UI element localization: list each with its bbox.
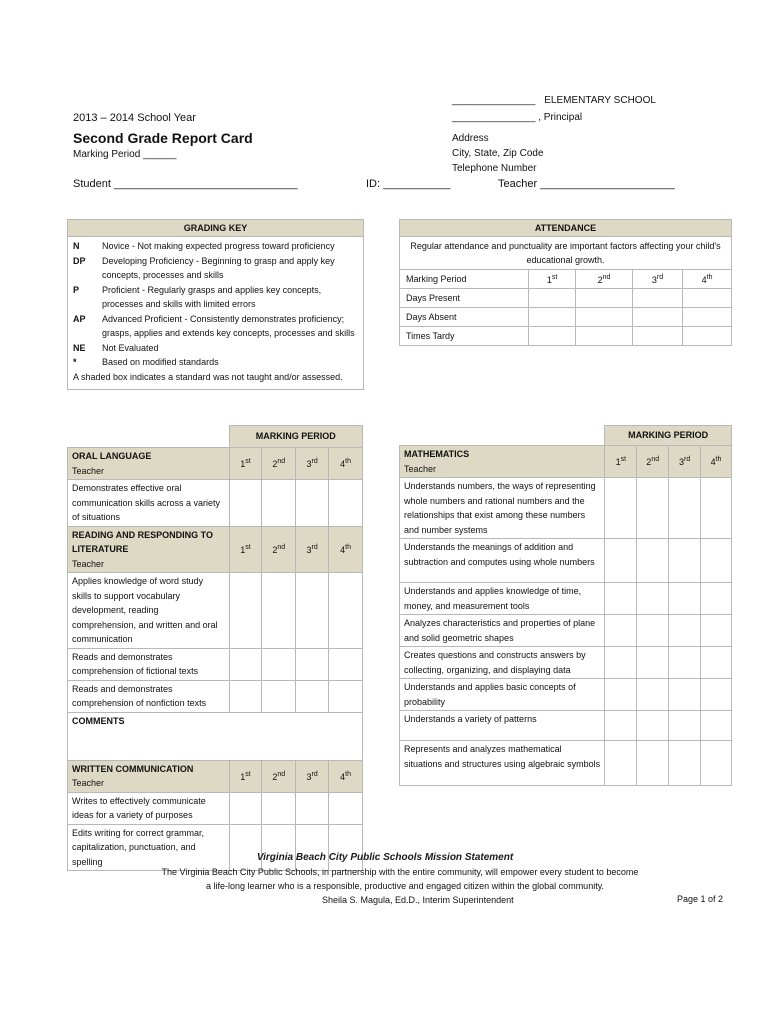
standard-description: Reads and demonstrates comprehension of fictional texts	[68, 648, 230, 680]
attendance-entry-cell[interactable]	[576, 327, 633, 346]
ordinal-header: 2nd	[637, 446, 669, 478]
signature: Sheila S. Magula, Ed.D., Interim Superintendent	[322, 895, 514, 905]
grade-entry-cell[interactable]	[329, 680, 363, 712]
grade-entry-cell[interactable]	[701, 679, 732, 711]
standard-row	[68, 824, 363, 871]
grade-entry-cell[interactable]	[296, 824, 329, 871]
school-name-line	[452, 95, 656, 106]
grade-entry-cell[interactable]	[605, 583, 637, 615]
ordinal-header: 2nd	[262, 448, 296, 480]
ordinal-header: 3rd	[296, 526, 329, 573]
grade-entry-cell[interactable]	[701, 539, 732, 583]
ordinal-header: 2nd	[262, 526, 296, 573]
standard-description: Understands numbers, the ways of representing whole numbers and rational numbers and the relationships that exist among these numbers and number systems	[400, 478, 605, 539]
reading-title: READING AND RESPONDING TO LITERATURE	[72, 529, 214, 554]
grade-code: AP	[73, 313, 86, 324]
attendance-row-label: Days Present	[400, 289, 529, 308]
attendance-entry-cell[interactable]	[632, 308, 682, 327]
grade-entry-cell[interactable]	[229, 680, 262, 712]
grade-entry-cell[interactable]	[605, 539, 637, 583]
attendance-title: ATTENDANCE	[400, 220, 732, 237]
oral-title-cell	[68, 448, 230, 480]
standard-description: Analyzes characteristics and properties of plane and solid geometric shapes	[400, 615, 605, 647]
attendance-entry-cell[interactable]	[632, 327, 682, 346]
math-title: MATHEMATICS	[404, 449, 470, 459]
grade-entry-cell[interactable]	[701, 583, 732, 615]
standard-description: Writes to effectively communicate ideas for a variety of purposes	[68, 792, 230, 824]
ordinal-header: 1st	[529, 270, 576, 289]
ordinal-header: 3rd	[669, 446, 701, 478]
principal-label: , Principal	[538, 112, 583, 123]
principal-line	[452, 112, 582, 123]
teacher-field[interactable]: Teacher ______________________	[498, 178, 675, 190]
grade-entry-cell[interactable]	[637, 711, 669, 741]
standard-description: Understands a variety of patterns	[400, 711, 605, 741]
school-blank: _______________	[452, 95, 536, 106]
school-name: ELEMENTARY SCHOOL	[544, 95, 656, 106]
grade-code: NE	[73, 342, 86, 353]
ordinal-header: 1st	[229, 526, 262, 573]
attendance-entry-cell[interactable]	[632, 289, 682, 308]
grade-entry-cell[interactable]	[605, 741, 637, 786]
grade-entry-cell[interactable]	[669, 741, 701, 786]
grade-description: Proficient - Regularly grasps and applies key concepts, processes and skills with limited errors	[102, 284, 322, 309]
grade-entry-cell[interactable]	[605, 679, 637, 711]
ordinal-header: 4th	[701, 446, 732, 478]
ordinal-header: 2nd	[262, 760, 296, 792]
grade-entry-cell[interactable]	[229, 824, 262, 871]
grade-entry-cell[interactable]	[296, 792, 329, 824]
grading-key-row	[73, 341, 358, 356]
page-title: Second Grade Report Card	[73, 130, 253, 146]
grading-key-note: A shaded box indicates a standard was not taught and/or assessed.	[73, 371, 343, 382]
standard-description: Creates questions and constructs answers by collecting, organizing, and displaying data	[400, 647, 605, 679]
grade-code: N	[73, 241, 80, 251]
attendance-entry-cell[interactable]	[683, 289, 732, 308]
writing-teacher: Teacher	[72, 778, 105, 788]
page-number: Page 1 of 2	[677, 894, 724, 904]
ordinal-header: 1st	[229, 448, 262, 480]
grade-entry-cell[interactable]	[605, 647, 637, 679]
grade-entry-cell[interactable]	[669, 647, 701, 679]
grading-key-row	[73, 254, 358, 283]
grade-entry-cell[interactable]	[669, 679, 701, 711]
grading-key-row	[73, 283, 358, 312]
attendance-entry-cell[interactable]	[529, 308, 576, 327]
ordinal-header: 3rd	[296, 760, 329, 792]
standard-row	[400, 539, 732, 583]
grade-description: Developing Proficiency - Beginning to grasp and apply key concepts, processes and skills	[102, 255, 335, 280]
standard-description: Reads and demonstrates comprehension of nonfiction texts	[68, 680, 230, 712]
attendance-entry-cell[interactable]	[576, 289, 633, 308]
ordinal-header: 3rd	[296, 448, 329, 480]
id-field[interactable]: ID: ___________	[366, 178, 451, 190]
math-teacher: Teacher	[404, 463, 437, 474]
ordinal-header: 2nd	[576, 270, 633, 289]
attendance-intro: Regular attendance and punctuality are important factors affecting your child's educational growth.	[400, 237, 732, 270]
mission-title: Virginia Beach City Public Schools Mission Statement	[256, 852, 514, 863]
ordinal-header: 1st	[229, 760, 262, 792]
grade-entry-cell[interactable]	[262, 648, 296, 680]
grade-entry-cell[interactable]	[229, 573, 262, 649]
standard-description: Understands and applies knowledge of time, money, and measurement tools	[400, 583, 605, 615]
grade-entry-cell[interactable]	[229, 792, 262, 824]
mission-line-2: a life-long learner who is a responsible, productive and engaged citizen within the global community.	[205, 881, 605, 891]
attendance-row-label: Days Absent	[400, 308, 529, 327]
grade-code: DP	[73, 255, 86, 266]
grade-description: Novice - Not making expected progress toward proficiency	[102, 241, 335, 251]
oral-title: ORAL LANGUAGE	[72, 451, 152, 461]
grade-entry-cell[interactable]	[262, 824, 296, 871]
principal-blank: _______________	[452, 112, 536, 123]
marking-period-header-left: MARKING PERIOD	[229, 426, 362, 448]
grade-entry-cell[interactable]	[701, 615, 732, 647]
standard-row	[400, 741, 732, 786]
grading-key-row	[73, 239, 358, 254]
standard-description: Understands and applies basic concepts of probability	[400, 679, 605, 711]
student-field[interactable]: Student ______________________________	[73, 178, 298, 190]
grade-entry-cell[interactable]	[329, 648, 363, 680]
grade-entry-cell[interactable]	[637, 539, 669, 583]
grading-key-list	[68, 237, 363, 370]
school-city: City, State, Zip Code	[452, 148, 544, 159]
grade-entry-cell[interactable]	[229, 480, 262, 527]
grade-description: Not Evaluated	[102, 342, 159, 353]
math-section	[399, 425, 732, 786]
attendance-row	[400, 308, 732, 327]
grade-entry-cell[interactable]	[701, 741, 732, 786]
standard-row	[68, 480, 363, 527]
grading-key-row	[73, 355, 358, 370]
standard-description: Represents and analyzes mathematical situations and structures using algebraic symbols	[400, 741, 605, 786]
standard-row	[400, 583, 732, 615]
grade-entry-cell[interactable]	[329, 792, 363, 824]
attendance-entry-cell[interactable]	[529, 327, 576, 346]
attendance-period-label: Marking Period	[400, 270, 529, 289]
grade-description: Advanced Proficient - Consistently demonstrates proficiency; grasps, applies and extends key concepts, processes and skills	[102, 313, 355, 338]
grade-entry-cell[interactable]	[605, 711, 637, 741]
standard-row	[68, 573, 363, 649]
attendance	[399, 219, 732, 346]
standard-row	[400, 615, 732, 647]
grade-entry-cell[interactable]	[701, 478, 732, 539]
grade-entry-cell[interactable]	[669, 539, 701, 583]
standard-description: Applies knowledge of word study skills to support vocabulary development, reading comprehension, and written and oral communication	[68, 573, 230, 649]
grade-entry-cell[interactable]	[296, 480, 329, 527]
grade-entry-cell[interactable]	[637, 478, 669, 539]
grading-key-title: GRADING KEY	[68, 220, 363, 237]
standard-row	[400, 478, 732, 539]
grade-entry-cell[interactable]	[262, 680, 296, 712]
ordinal-header: 3rd	[632, 270, 682, 289]
standard-description: Edits writing for correct grammar, capitalization, punctuation, and spelling	[68, 824, 230, 871]
grade-entry-cell[interactable]	[637, 741, 669, 786]
school-phone: Telephone Number	[452, 163, 537, 174]
standard-row	[68, 648, 363, 680]
writing-title-cell	[68, 760, 230, 792]
attendance-entry-cell[interactable]	[529, 289, 576, 308]
grade-entry-cell[interactable]	[701, 711, 732, 741]
grade-entry-cell[interactable]	[701, 647, 732, 679]
grade-entry-cell[interactable]	[296, 680, 329, 712]
ordinal-header: 1st	[605, 446, 637, 478]
grading-key	[67, 219, 364, 390]
attendance-entry-cell[interactable]	[576, 308, 633, 327]
grade-entry-cell[interactable]	[262, 480, 296, 527]
oral-teacher: Teacher	[72, 465, 105, 476]
ordinal-header: 4th	[329, 526, 363, 573]
grade-entry-cell[interactable]	[329, 480, 363, 527]
language-arts-section	[67, 425, 363, 871]
grading-key-row	[73, 312, 358, 341]
grade-entry-cell[interactable]	[262, 792, 296, 824]
mission-line-1: The Virginia Beach City Public Schools, in partnership with the entire community, will empower every student to become	[161, 867, 639, 877]
grade-entry-cell[interactable]	[637, 615, 669, 647]
writing-title: WRITTEN COMMUNICATION	[72, 763, 194, 774]
reading-teacher: Teacher	[72, 558, 105, 569]
grade-entry-cell[interactable]	[669, 711, 701, 741]
standard-row	[68, 792, 363, 824]
grade-code: *	[73, 357, 77, 367]
grade-entry-cell[interactable]	[669, 615, 701, 647]
standard-row	[400, 647, 732, 679]
comments-box[interactable]: COMMENTS	[68, 712, 363, 760]
attendance-entry-cell[interactable]	[683, 327, 732, 346]
ordinal-header: 4th	[683, 270, 732, 289]
standard-row	[400, 679, 732, 711]
reading-title-cell	[68, 526, 230, 573]
grade-entry-cell[interactable]	[296, 573, 329, 649]
grade-entry-cell[interactable]	[669, 478, 701, 539]
grade-entry-cell[interactable]	[637, 679, 669, 711]
grade-entry-cell[interactable]	[669, 583, 701, 615]
grade-entry-cell[interactable]	[262, 573, 296, 649]
attendance-entry-cell[interactable]	[683, 308, 732, 327]
grade-entry-cell[interactable]	[637, 647, 669, 679]
ordinal-header: 4th	[329, 760, 363, 792]
attendance-row-label: Times Tardy	[400, 327, 529, 346]
grade-entry-cell[interactable]	[605, 478, 637, 539]
standard-description: Demonstrates effective oral communication skills across a variety of situations	[68, 480, 230, 527]
standard-row	[400, 711, 732, 741]
grade-entry-cell[interactable]	[605, 615, 637, 647]
ordinal-header: 4th	[329, 448, 363, 480]
math-title-cell	[400, 446, 605, 478]
grade-entry-cell[interactable]	[229, 648, 262, 680]
school-address: Address	[452, 133, 489, 144]
grade-entry-cell[interactable]	[637, 583, 669, 615]
school-year: 2013 – 2014 School Year	[73, 112, 196, 124]
standard-row	[68, 680, 363, 712]
standard-description: Understands the meanings of addition and subtraction and computes using whole numbers	[400, 539, 605, 583]
grade-description: Based on modified standards	[102, 357, 219, 367]
grade-entry-cell[interactable]	[329, 573, 363, 649]
attendance-row	[400, 327, 732, 346]
attendance-row	[400, 289, 732, 308]
marking-period-header-right: MARKING PERIOD	[605, 426, 732, 446]
marking-period-field[interactable]: Marking Period ______	[73, 149, 177, 160]
grade-entry-cell[interactable]	[296, 648, 329, 680]
grade-entry-cell[interactable]	[329, 824, 363, 871]
grade-code: P	[73, 284, 80, 295]
